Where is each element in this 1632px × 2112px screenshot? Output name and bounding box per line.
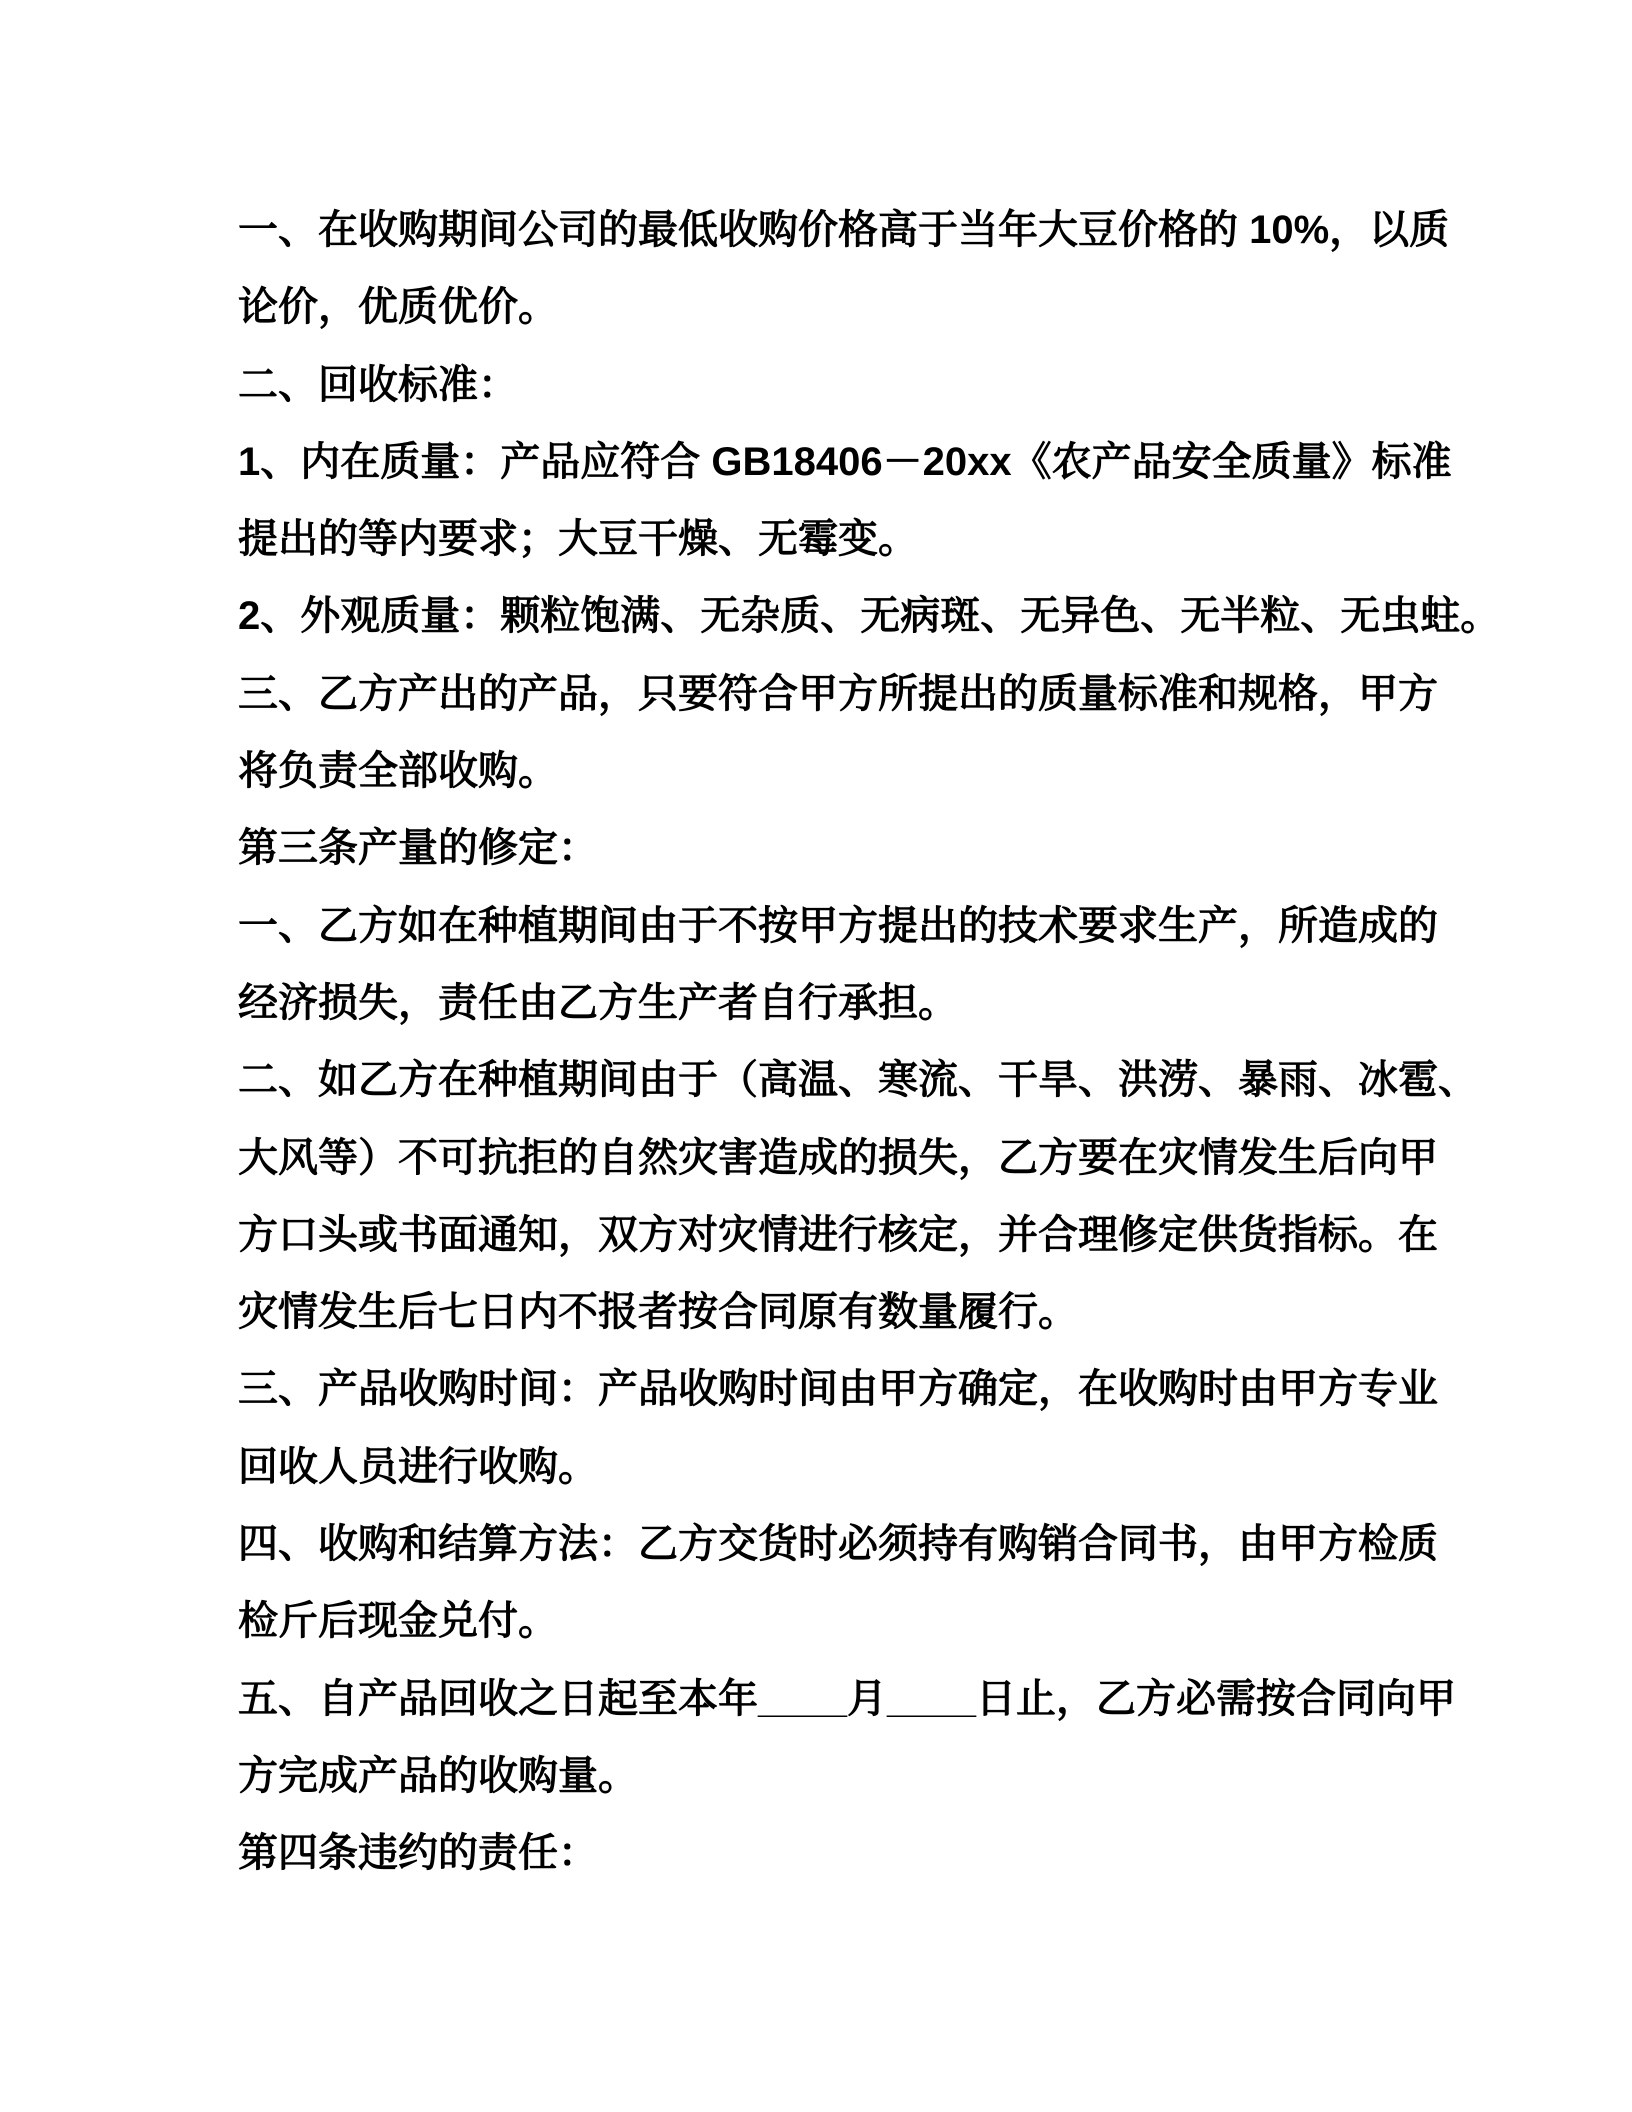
text-line: 论价，优质优价。 <box>238 285 558 330</box>
text-line: 回收人员进行收购。 <box>238 1444 598 1489</box>
text-line: 方完成产品的收购量。 <box>238 1753 638 1798</box>
text-line: 二、回收标准： <box>238 362 518 407</box>
contract-text-block <box>238 192 1501 1893</box>
text-line: 1、内在质量：产品应符合 GB18406－20xx《农产品安全质量》标准 <box>238 439 1452 484</box>
text-line: 将负责全部收购。 <box>238 749 558 794</box>
text-line: 四、收购和结算方法：乙方交货时必须持有购销合同书，由甲方检质 <box>238 1522 1438 1567</box>
text-line: 一、乙方如在种植期间由于不按甲方提出的技术要求生产，所造成的 <box>238 903 1438 948</box>
text-line: 第四条违约的责任： <box>238 1831 598 1876</box>
text-line: 大风等）不可抗拒的自然灾害造成的损失，乙方要在灾情发生后向甲 <box>238 1135 1438 1180</box>
text-line: 灾情发生后七日内不报者按合同原有数量履行。 <box>238 1290 1078 1335</box>
text-line: 三、乙方产出的产品，只要符合甲方所提出的质量标准和规格，甲方 <box>238 671 1438 716</box>
text-line: 三、产品收购时间：产品收购时间由甲方确定，在收购时由甲方专业 <box>238 1367 1438 1412</box>
text-line: 五、自产品回收之日起至本年____月____日止，乙方必需按合同向甲 <box>238 1676 1456 1721</box>
text-line: 第三条产量的修定： <box>238 826 598 871</box>
text-line: 二、如乙方在种植期间由于（高温、寒流、干旱、洪涝、暴雨、冰雹、 <box>238 1058 1478 1103</box>
text-line: 经济损失，责任由乙方生产者自行承担。 <box>238 980 958 1025</box>
text-line: 检斤后现金兑付。 <box>238 1599 558 1644</box>
text-line: 2、外观质量：颗粒饱满、无杂质、无病斑、无异色、无半粒、无虫蛀。 <box>238 594 1501 639</box>
text-line: 一、在收购期间公司的最低收购价格高于当年大豆价格的 10%，以质 <box>238 208 1450 252</box>
text-line: 提出的等内要求；大豆干燥、无霉变。 <box>238 517 918 562</box>
text-line: 方口头或书面通知，双方对灾情进行核定，并合理修定供货指标。在 <box>238 1212 1438 1257</box>
